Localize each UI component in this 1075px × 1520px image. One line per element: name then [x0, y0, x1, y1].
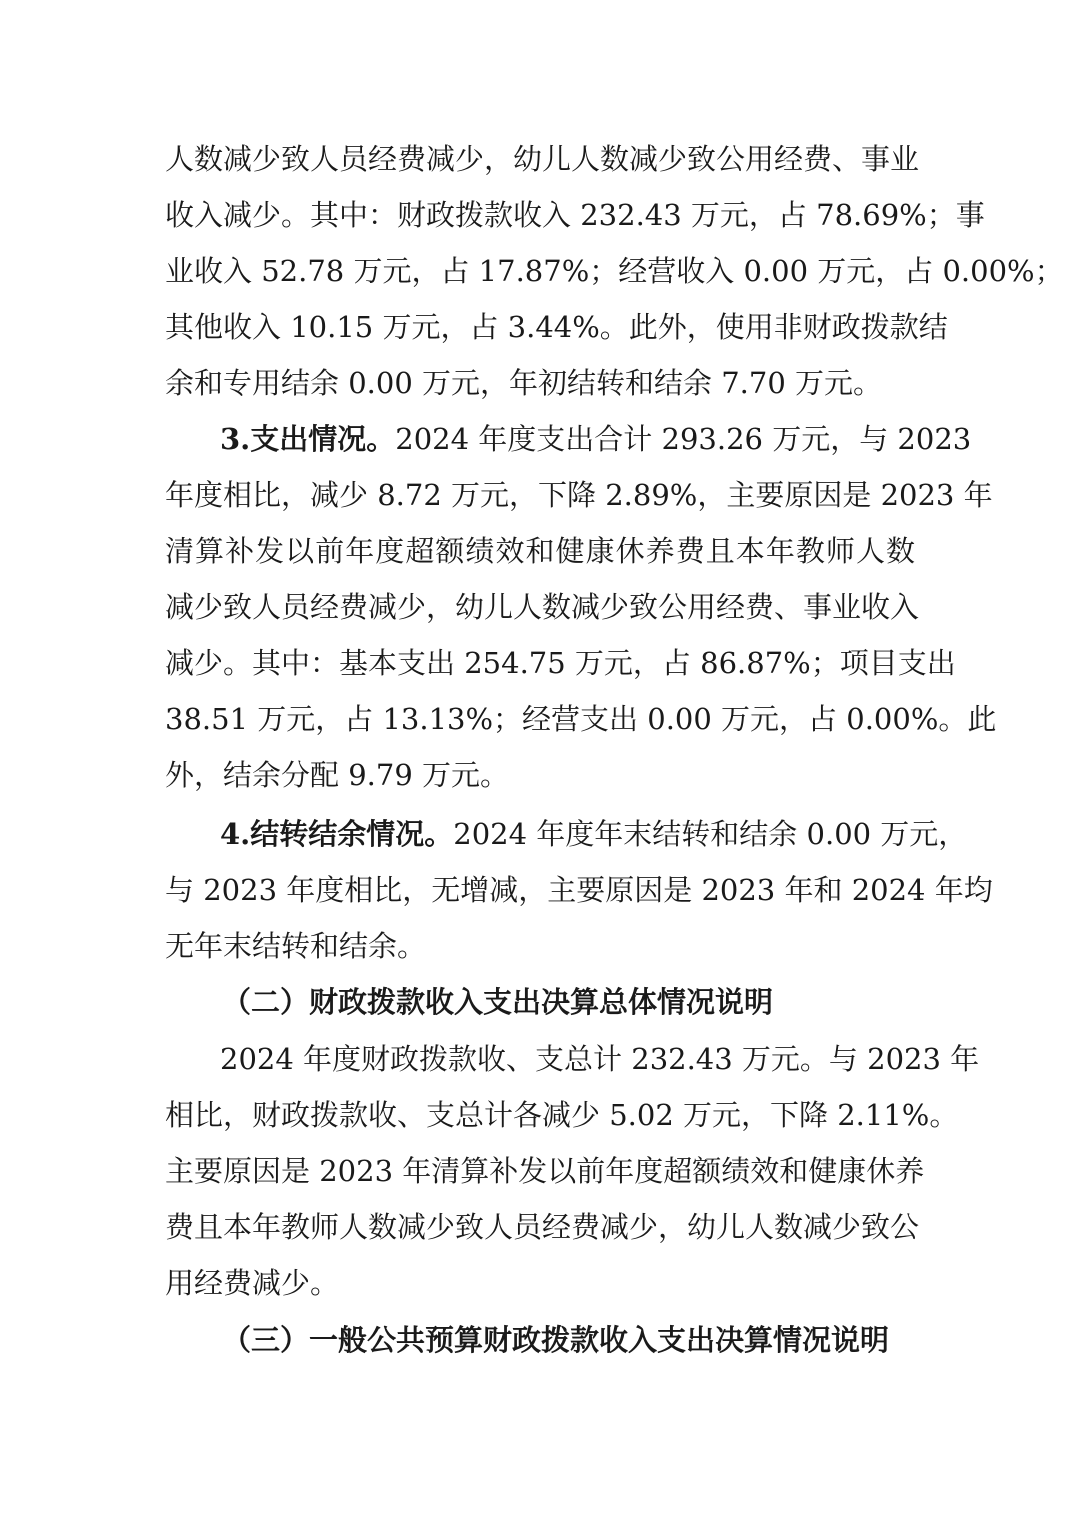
- paragraph-line: 人数减少致人员经费减少，幼儿人数减少致公用经费、事业: [165, 142, 920, 176]
- paragraph-line: 相比，财政拨款收、支总计各减少 5.02 万元，下降 2.11%。: [165, 1098, 959, 1132]
- paragraph-line: 38.51 万元，占 13.13%；经营支出 0.00 万元，占 0.00%。此: [165, 702, 997, 736]
- section-lead: 3.支出情况。: [220, 422, 396, 456]
- section-lead: 4.结转结余情况。: [220, 817, 454, 851]
- paragraph-line: 与 2023 年度相比，无增减，主要原因是 2023 年和 2024 年均: [165, 873, 993, 907]
- paragraph-first-line: [220, 806, 968, 862]
- paragraph-line: 主要原因是 2023 年清算补发以前年度超额绩效和健康休养: [165, 1154, 925, 1188]
- paragraph-line: 业收入 52.78 万元，占 17.87%；经营收入 0.00 万元，占 0.00%；: [165, 254, 1064, 288]
- paragraph-line: 用经费减少。: [165, 1266, 340, 1300]
- paragraph-line: 年度相比，减少 8.72 万元，下降 2.89%，主要原因是 2023 年: [165, 478, 993, 512]
- paragraph-first-line: [220, 411, 972, 467]
- section-heading: （二）财政拨款收入支出决算总体情况说明: [222, 985, 774, 1019]
- paragraph-line: 减少。其中：基本支出 254.75 万元，占 86.87%；项目支出: [165, 646, 956, 680]
- paragraph-line: 清算补发以前年度超额绩效和健康休养费且本年教师人数: [165, 534, 915, 568]
- paragraph-line: 无年末结转和结余。: [165, 929, 427, 963]
- paragraph-line: 收入减少。其中：财政拨款收入 232.43 万元，占 78.69%；事: [165, 198, 985, 232]
- paragraph-text: 2024 年度年末结转和结余 0.00 万元，: [453, 817, 968, 851]
- paragraph-line: 费且本年教师人数减少致人员经费减少，幼儿人数减少致公: [165, 1210, 920, 1244]
- paragraph-line: 其他收入 10.15 万元，占 3.44%。此外，使用非财政拨款结: [165, 310, 948, 344]
- section-heading: （三）一般公共预算财政拨款收入支出决算情况说明: [222, 1323, 890, 1357]
- paragraph-line: 余和专用结余 0.00 万元，年初结转和结余 7.70 万元。: [165, 366, 883, 400]
- paragraph-first-line: 2024 年度财政拨款收、支总计 232.43 万元。与 2023 年: [220, 1042, 980, 1076]
- paragraph-text: 2024 年度支出合计 293.26 万元，与 2023: [395, 422, 972, 456]
- paragraph-line: 减少致人员经费减少，幼儿人数减少致公用经费、事业收入: [165, 590, 920, 624]
- paragraph-line: 外，结余分配 9.79 万元。: [165, 758, 510, 792]
